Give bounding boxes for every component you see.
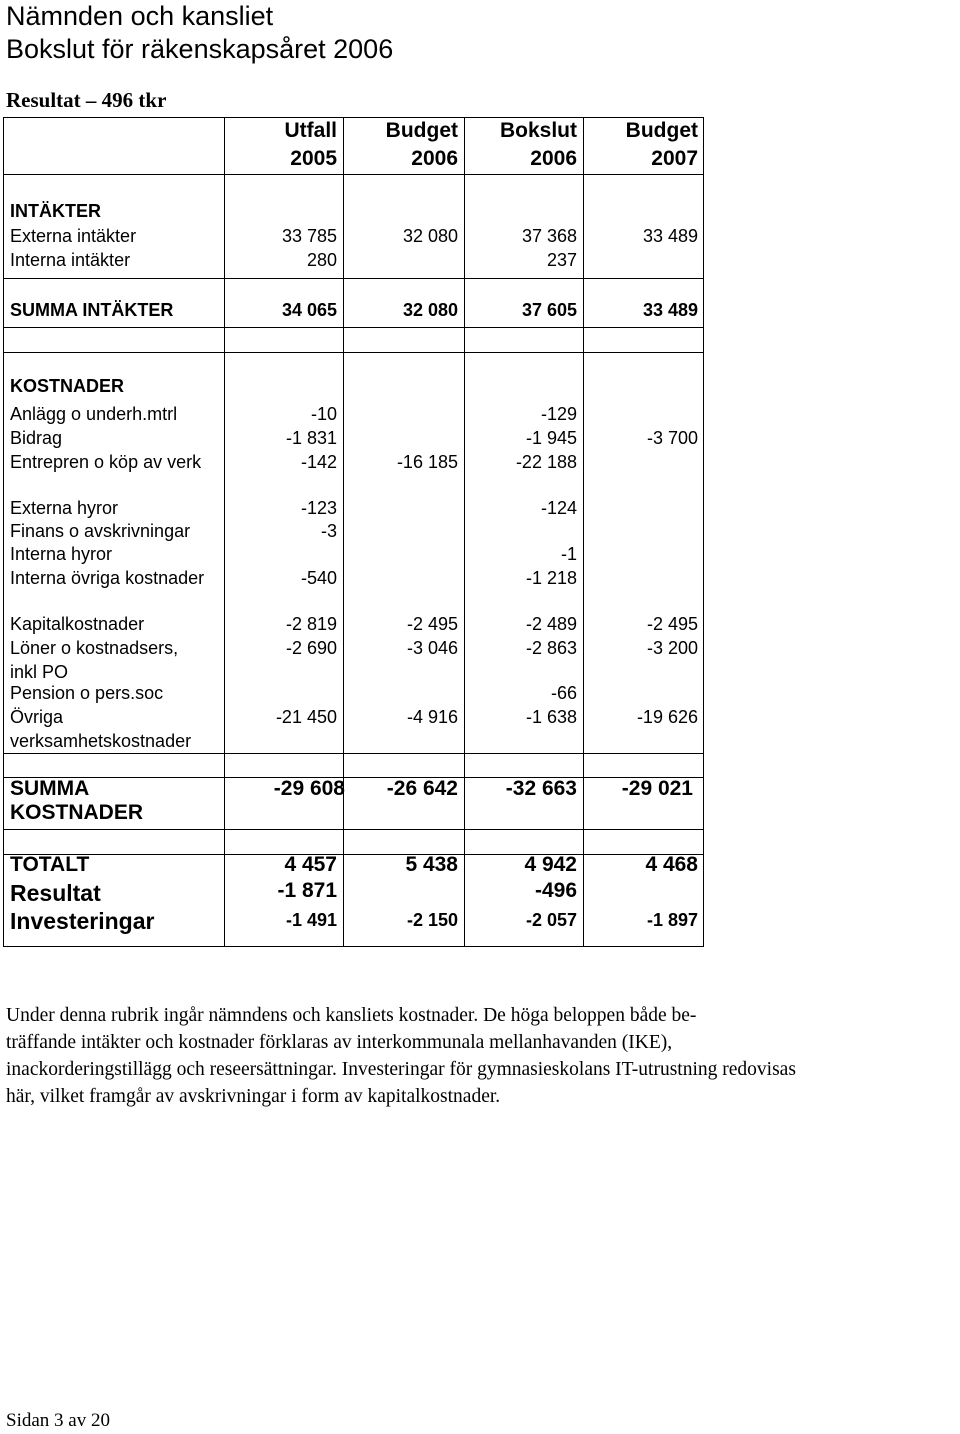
page-title (6, 0, 393, 66)
header-bokslut-2006: Bokslut 2006 (499, 119, 577, 170)
grid-row-2 (3, 327, 704, 328)
result-subtitle: Resultat – 496 tkr (6, 88, 167, 112)
table-border-right (703, 117, 704, 947)
intakter-heading: INTÄKTER (10, 201, 101, 221)
grid-row-3 (3, 352, 704, 353)
table-border-bottom (3, 946, 704, 947)
grid-row-header (3, 174, 704, 175)
header-budget-2007: Budget 2007 (625, 119, 698, 170)
grid-row-1 (3, 278, 704, 279)
table-border-left (3, 117, 4, 947)
grid-col-2 (343, 117, 344, 947)
page-number: Sidan 3 av 20 (6, 1410, 110, 1431)
paragraph-line: här, vilket framgår av avskrivningar i form av kapitalkostnader. (6, 1086, 501, 1107)
budget-table: Utfall 2005 Budget 2006 Bokslut 2006 Budget 2007 INTÄKTER Externa intäkter 33 785 32 080 37 368 33 489 Interna intäkter 280 237 SUMMA INTÄKTER 34 065 32 080 37 605 33 489 KOSTNADER Anlägg o underh.mtrl -10 -129 Bidrag -1 831 -1 945 -3 700 Entrepren o köp av verk -142 -16 185 -22 188 Externa hyror -123 -124 Finans o avskrivningar -3 Interna hyror -1 Interna övriga kostnader -540 -1 218 Kapitalkostnader -2 819 -2 495 -2 489 -2 495 Löner o kostnadsers, inkl PO -2 690 -3 046 -2 863 -3 200 Pension o pers.soc -66 Övriga verksamhetskostnader -21 450 -4 916 -1 638 -19 626 SUMMA KOSTNADER -29 608 -26 642 -32 663 -29 021 TOTALT 4 457 5 438 4 942 4 468 Resultat -1 871 -496 Investeringar -1 491 -2 150 -2 057 -1 897 (3, 117, 704, 947)
grid-col-3 (464, 117, 465, 947)
kostnader-heading: KOSTNADER (10, 376, 125, 396)
grid-row-6 (3, 829, 704, 830)
paragraph-line: träffande intäkter och kostnader förklaras av interkommunala mellanhavanden (IKE), (6, 1032, 673, 1053)
grid-col-4 (583, 117, 584, 947)
grid-row-4 (3, 753, 704, 754)
paragraph-line: inackorderingstillägg och reseersättningar. Investeringar för gymnasieskolans IT-utrustning redovisas (6, 1059, 796, 1080)
explanatory-paragraph (6, 1002, 956, 1110)
paragraph-line: Under denna rubrik ingår nämndens och kansliets kostnader. De höga beloppen både be- (6, 1005, 697, 1026)
title-line-2: Bokslut för räkenskapsåret 2006 (6, 34, 394, 64)
header-budget-2006: Budget 2006 (385, 119, 458, 170)
header-utfall-2005: Utfall 2005 (284, 119, 337, 170)
title-line-1: Nämnden och kansliet (6, 1, 274, 31)
